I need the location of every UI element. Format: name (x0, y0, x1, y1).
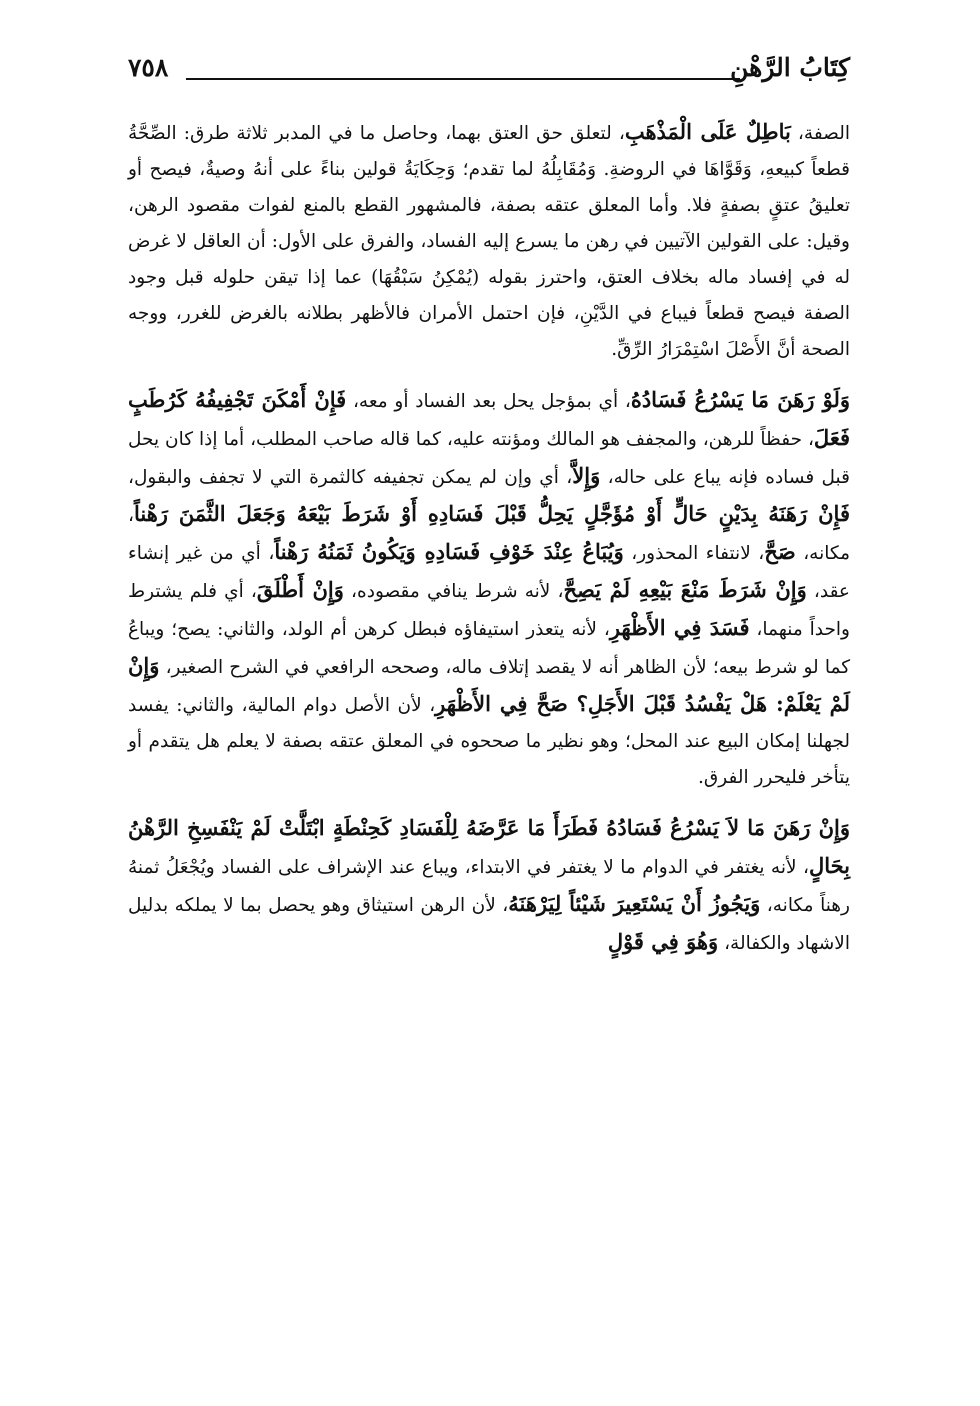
commentary-text: ، لتعلق حق العتق بهما، وحاصل ما في المدبر ثلاثة طرق: الصِّحَّةُ قطعاً كبيعهِ، وَقَوَّاهَا في الروضةِ. وَمُقَابِلُهُ لما تقدم؛ وَحِكَايَةُ قولين بناءً على أنهُ وصيةٌ، فيصح أو تعليقُ عتقٍ بصفةٍ فلا. وأما المعلق عتقه بصفة، فالمشهور القطع بالمنع لفوات مقصود الرهن، وقيل: على القولين الآتيين في رهن ما يسرع إليه الفساد، والفرق على الأول: أن العاقل لا غرض له في إفساد ماله بخلاف العتق، واحترز بقوله (يُمْكِنُ سَبْقُهَا) عما إذا تيقن حلوله قبل وجود الصفة فيصح قطعاً فيباع في الدَّيْنِ، فإن احتمل الأمران فالأظهر بطلانه بالغرض للغرر، ووجه الصحة أنَّ الأَصْلَ اسْتِمْرَارُ الرِّقِّ. (128, 123, 850, 360)
commentary-text: الصفة، (790, 123, 850, 144)
matn-text: فَإِنْ رَهَنَهُ بِدَيْنٍ حَالٍّ أَوْ مُؤَجَّلٍ يَحِلُّ قَبْلَ فَسَادِهِ أَوْ شَرَطَ بَيْعَهُ وَجَعَلَ الثَّمَنَ رَهْناً (133, 501, 850, 526)
matn-text: وَلَوْ رَهَنَ مَا يَسْرُعُ فَسَادُهُ (630, 387, 850, 412)
matn-text: فَسَدَ فِي الأَظْهَرِ (609, 615, 750, 640)
matn-text: وَهُوَ فِي قَوْلٍ (607, 929, 719, 954)
commentary-text: ، أي من غير إنشاء عقد، (128, 543, 850, 602)
matn-text: وَإِنْ شَرَطَ مَنْعَ بَيْعِهِ لَمْ يَصِحَّ (563, 577, 807, 602)
commentary-text: ، لأنه شرط ينافي مقصوده، (343, 581, 564, 602)
matn-text: وَإِنْ أَطْلَقَ (256, 577, 344, 602)
commentary-text: ، لأنه يغتفر في الدوام ما لا يغتفر في الابتداء، ويباع عند الإشراف على الفساد ويُجْعَلُ ثمنهُ رهناً مكانه، (128, 857, 850, 916)
page-number: ٧٥٨ (128, 53, 169, 82)
commentary-text: ، لانتفاء المحذور، (623, 543, 765, 564)
commentary-text: ، حفظاً للرهن، والمجفف هو المالك ومؤنته عليه، كما قاله صاحب المطلب، أما إذا كان يحل قبل فساده فإنه يباع على حاله، (128, 429, 850, 488)
body-text (128, 114, 850, 962)
paragraph (128, 114, 850, 368)
matn-text: وَيَجُوزُ أَنْ يَسْتَعِيرَ شَيْئاً لِيَرْهَنَهُ (508, 891, 761, 916)
matn-text: صَحَّ (764, 539, 796, 564)
commentary-text: ، أي بمؤجل يحل بعد الفساد أو معه، (346, 391, 631, 412)
paragraph (128, 810, 850, 962)
matn-text: وَيُبَاعُ عِنْدَ خَوْفِ فَسَادِهِ وَيَكُونُ ثَمَنُهُ رَهْناً (274, 539, 624, 564)
commentary-text: ، أي فلم يشترط واحداً منهما، (128, 581, 850, 640)
matn-text: وَإِنْ رَهَنَ مَا لاَ يَسْرُعُ فَسَادُهُ فَطَرَأَ مَا عَرَّضَهُ لِلْفَسَادِ كَحِنْطَةٍ ابْتَلَّتْ لَمْ يَنْفَسِخِ الرَّهْنُ بِحَالٍ (128, 815, 850, 878)
paragraph (128, 382, 850, 796)
matn-text: بَاطِلٌ عَلَى الْمَذْهَبِ (624, 119, 791, 144)
commentary-text: ، مكانه، (128, 505, 850, 564)
matn-text: وَإِنْ لَمْ يَعْلَمْ: هَلْ يَفْسُدُ قَبْلَ الأَجَلِ؟ صَحَّ فِي الأَظْهَرِ (128, 653, 850, 716)
commentary-text: ، أي وإن لم يمكن تجفيفه كالثمرة التي لا تجفف والبقول، (128, 467, 573, 488)
matn-text: فَإِنْ أَمْكَنَ تَجْفِيفُهُ كَرُطَبٍ فَعَلَ (128, 387, 850, 450)
matn-text: وَإِلاَّ (572, 463, 601, 488)
commentary-text: ، لأنه يتعذر استيفاؤه فبطل كرهن أم الولد، والثاني: يصح؛ ويباعُ كما لو شرط بيعه؛ لأن الظاهر أنه لا يقصد إتلاف ماله، وصححه الرافعي في الشرح الصغير، (128, 619, 850, 678)
chapter-title: كِتَابُ الرَّهْنِ (730, 53, 850, 82)
running-header (128, 52, 850, 88)
commentary-text: ، لأن الأصل دوام المالية، والثاني: يفسد لجهلنا إمكان البيع عند المحل؛ وهو نظير ما صححوه في المعلق عتقه بصفة لا يعلم هل يتقدم أو يتأخر فليحرر الفرق. (128, 695, 850, 788)
commentary-text: ، لأن الرهن استيثاق وهو يحصل بما لا يملكه بدليل الاشهاد والكفالة، (128, 895, 850, 954)
header-rule (186, 78, 740, 80)
